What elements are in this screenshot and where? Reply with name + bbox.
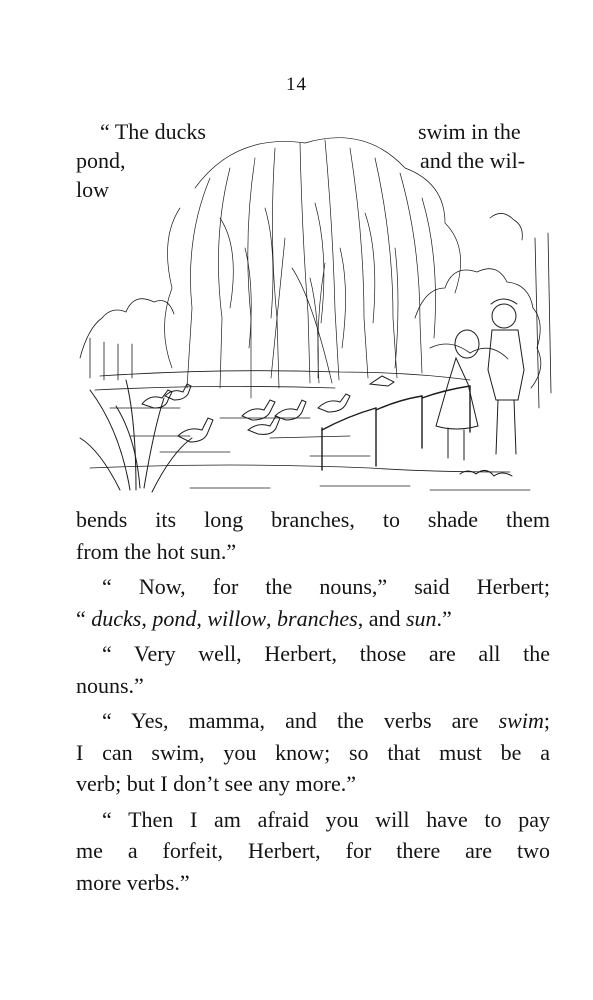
text-segment: nouns.” [76, 672, 144, 698]
duck-group [142, 376, 394, 442]
text-line [76, 768, 550, 800]
text-segment: from the hot sun.” [76, 538, 237, 564]
text-segment: I can swim, you know; so that must be a [76, 739, 550, 765]
text-segment: bends its long branches, to shade them [76, 507, 550, 532]
text-segment: more verbs.” [76, 869, 190, 895]
caption-text-right-1: swim in the [418, 119, 521, 144]
text-line [76, 504, 550, 536]
page-number: 14 [286, 74, 307, 95]
willow-tree [165, 138, 461, 398]
caption-text-left-2: pond, [76, 148, 126, 173]
emphasized-word: sun [405, 605, 437, 631]
text-segment: “ Very well, Herbert, those are all the [102, 641, 550, 666]
body-text [76, 504, 550, 898]
text-segment: .” [436, 605, 452, 631]
text-segment: “ Now, for the nouns,” said Herbert; [102, 574, 550, 599]
text-segment: “ Then I am afraid you will have to pay [102, 806, 550, 832]
text-line [76, 536, 550, 568]
text-line [76, 804, 550, 836]
text-line [76, 638, 550, 670]
text-segment: me a forfeit, Herbert, for there are two [76, 838, 550, 863]
text-line [76, 867, 550, 899]
text-line [76, 670, 550, 702]
caption-text-left-1: “ The ducks [100, 119, 206, 144]
emphasized-word: ducks [91, 605, 142, 631]
text-line [76, 737, 550, 769]
text-segment: , and [357, 605, 406, 631]
emphasized-word: swim [498, 708, 544, 733]
text-segment: “ Yes, mamma, and the verbs are [102, 708, 499, 733]
text-line [76, 705, 550, 737]
caption-text-left-3: low [76, 177, 109, 202]
text-line [76, 835, 550, 867]
text-line [76, 571, 550, 603]
caption-text-right-2: and the wil- [420, 148, 526, 173]
children-figures [436, 299, 524, 460]
text-segment: , [196, 605, 208, 631]
text-segment: , [141, 605, 153, 631]
emphasized-word: branches [277, 605, 358, 631]
text-segment: “ [76, 605, 92, 631]
text-segment: verb; but I don’t see any more.” [76, 771, 357, 796]
emphasized-word: pond [152, 605, 197, 631]
emphasized-word: willow [207, 605, 267, 631]
text-segment: , [266, 605, 278, 631]
text-segment: ; [543, 708, 550, 733]
willow-pond-illustration [70, 118, 558, 498]
text-line [76, 603, 550, 635]
